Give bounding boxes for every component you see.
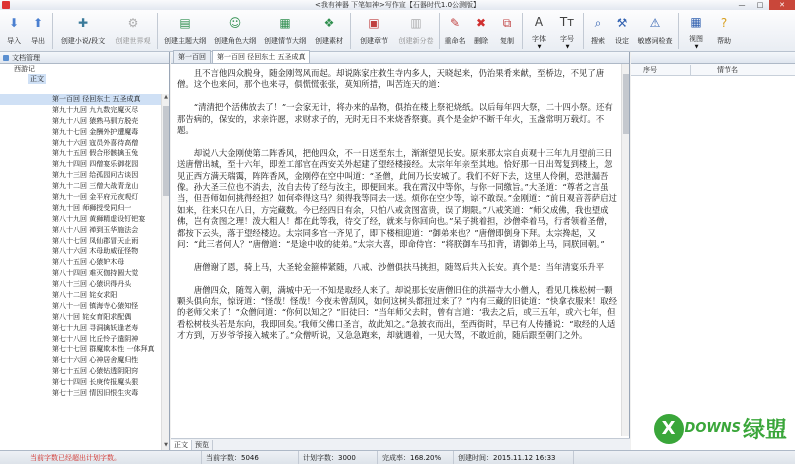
delete-button[interactable]	[468, 10, 494, 50]
delete-icon: ✖	[475, 16, 487, 30]
tree-root-book[interactable]	[0, 64, 169, 74]
chapter-item[interactable]: 第八十七回 凤仙郡冒天止雨	[52, 236, 139, 245]
new-chapter-button[interactable]	[353, 10, 395, 50]
toolbar-button-label: 创建素材	[315, 37, 343, 45]
chapter-item[interactable]: 第八十五回 心猿妒木母	[52, 258, 125, 267]
status-warning: 当前字数已经超出计划字数。	[0, 451, 202, 464]
toolbar-button-label: 搜索	[591, 37, 605, 45]
view-icon: ▦	[690, 15, 702, 29]
panel-header	[0, 52, 169, 64]
new-chapter-icon: ▣	[368, 16, 380, 30]
chapter-item[interactable]: 第七十五回 心猿钻透阴阳窍	[52, 367, 139, 376]
chapter-item[interactable]: 第九十二回 三僧大战青龙山	[52, 182, 139, 191]
search-icon: ⌕	[594, 15, 602, 30]
font-size-button[interactable]	[553, 10, 581, 50]
copy-button[interactable]	[494, 10, 520, 50]
chapter-item[interactable]: 第七十八回 比丘怜子遣阴神	[52, 334, 139, 343]
watermark-cn: 绿盟	[742, 418, 787, 443]
chapter-item[interactable]: 第八十三回 心猿识得丹头	[52, 280, 132, 289]
toolbar-button-label: 敏感词检查	[637, 37, 673, 45]
watermark-text: DOWNS	[684, 421, 741, 436]
minimize-button[interactable]: —	[738, 1, 746, 9]
settings-button[interactable]	[610, 10, 634, 50]
watermark-logo	[654, 413, 787, 444]
rename-icon: ✎	[449, 16, 461, 30]
material-button[interactable]	[310, 10, 348, 50]
tree-volume-label: 正文	[30, 75, 44, 83]
close-button[interactable]: ✕	[769, 0, 795, 10]
plot-outline-icon: ▦	[279, 16, 291, 30]
chevron-down-icon: ▼	[565, 44, 570, 50]
toolbar-button-label: 字号	[560, 35, 574, 43]
font-button[interactable]	[525, 10, 553, 50]
editor-paragraph: “清清把个活佛放去了！”一会家无计，将办来的品物，俱抬在楼上祭祀烧纸。以后每年四大祭，二十四小祭。还有那告病的，保安的，求亲许愿，求财求子的，无时无日不来烧香祭赛。真个是金炉不断千年火，玉盏常明万载灯。不题。	[177, 102, 613, 136]
editor-scrollbar[interactable]	[621, 64, 629, 436]
toolbar-button-label: 帮助	[717, 37, 731, 45]
chapter-item[interactable]: 第八十一回 镇海寺心猿知怪	[52, 301, 139, 310]
toolbar-button-label: 创建情节大纲	[264, 37, 306, 45]
scroll-thumb[interactable]	[623, 74, 629, 134]
new-volume-icon: ▥	[410, 16, 422, 30]
world-button[interactable]	[111, 10, 155, 50]
editor-tab-1[interactable]: 第一百回	[173, 50, 211, 63]
toolbar-separator	[350, 13, 351, 49]
new-novel-button[interactable]	[55, 10, 111, 50]
status-created: 创建时间：2015.11.12 16:33	[454, 451, 574, 464]
toolbar-button-label: 创建章节	[360, 37, 388, 45]
import-icon: ⬇	[8, 16, 20, 30]
tab-preview[interactable]: 预览	[192, 440, 213, 450]
chapter-item[interactable]: 第九十三回 给孤园问古谈因	[52, 171, 139, 180]
toolbar-separator	[678, 13, 679, 49]
toolbar-button-label: 视图	[689, 35, 703, 43]
toolbar-separator	[52, 13, 53, 49]
toolbar-button-label: 创建世界观	[115, 37, 151, 45]
chapter-item[interactable]: 第九十六回 寇员外喜待高僧	[52, 138, 139, 147]
scroll-down-icon[interactable]: ▼	[164, 442, 168, 448]
status-bar	[0, 450, 795, 464]
chapter-item[interactable]: 第七十九回 寻洞擒妖逢老寿	[52, 323, 139, 332]
import-button[interactable]	[2, 10, 26, 50]
maximize-button[interactable]: □	[756, 1, 764, 9]
document-manager-panel	[0, 52, 170, 450]
character-outline-button[interactable]	[210, 10, 260, 50]
chapter-item[interactable]: 第八十九回 黄狮精虚设钉钯宴	[52, 214, 146, 223]
status-planned-words: 计划字数：3000	[299, 451, 378, 464]
window-controls	[733, 0, 795, 10]
chapter-item[interactable]: 第八十回 姹女育阳求配偶	[52, 312, 132, 321]
chapter-item[interactable]: 第七十六回 心神居舍魔归性	[52, 356, 139, 365]
chapter-item[interactable]: 第九十一回 金平府元夜观灯	[52, 193, 139, 202]
toolbar-button-label: 复制	[500, 37, 514, 45]
toolbar-button-label: 创建角色大纲	[214, 37, 256, 45]
plot-panel	[631, 52, 795, 450]
toolbar-separator	[157, 13, 158, 49]
editor-mode-tabs	[171, 438, 630, 450]
chapter-item[interactable]: 第八十八回 禅到玉华施法会	[52, 225, 139, 234]
sensitive-check-button[interactable]	[634, 10, 676, 50]
status-completion: 完成率：168.20%	[378, 451, 454, 464]
new-novel-icon: ✚	[77, 16, 89, 30]
tree-scrollbar[interactable]	[161, 94, 169, 450]
toolbar-button-label: 字体	[532, 35, 546, 43]
view-button[interactable]	[681, 10, 711, 50]
new-volume-button[interactable]	[395, 10, 437, 50]
settings-icon: ⚒	[616, 16, 628, 30]
chapter-item[interactable]: 第九十回 师狮授受同归一	[52, 203, 132, 212]
help-icon: ?	[720, 16, 728, 30]
theme-outline-icon: ▤	[179, 16, 191, 30]
rename-button[interactable]	[442, 10, 468, 50]
col-index[interactable]: 序号	[631, 65, 691, 75]
chapter-item[interactable]: 第七十七回 群魔欺本性 一体拜真	[52, 345, 155, 354]
status-current-words: 当前字数：5046	[202, 451, 299, 464]
toolbar-button-label: 创建小说/段文	[60, 37, 106, 45]
tree-root-label: 西游记	[14, 65, 35, 73]
scroll-up-icon[interactable]: ▲	[164, 94, 168, 100]
chapter-item[interactable]: 第九十五回 假合形骸擒玉兔	[52, 149, 139, 158]
export-icon: ⬆	[32, 16, 44, 30]
toolbar-button-label: 重命名	[444, 37, 466, 45]
chapter-item[interactable]: 第一百回 径回东土 五圣成真	[0, 94, 162, 105]
font-size-icon: Tт	[559, 15, 575, 29]
chevron-down-icon: ▼	[537, 44, 542, 50]
toolbar-separator	[583, 13, 584, 49]
editor-paragraph: 却说八大金刚使第二阵香风，把他四众，不一日送至东土，渐渐望见长安。原来那太宗自贞观十三年九月望前三日送唐僧出城，至十六年，即差工部官在西安关外起建了望经楼接经。太宗年年亲至其地。恰好那一日出驾复到楼上，忽见正西方满天瑞霭，阵阵香风，金刚停在空中叫道：“圣僧，此间乃长安城了。我们不好下去，这里人伶俐，恐泄漏吾像。孙大圣三位也不消去，汝自去传了经与汝主，即便回来。我在霄汉中等你，与你一同缴旨。”大圣道：“尊者之言虽当，但吾师如何挑得经担？如何牵得这马？须得我等同去一送。烦你在空少等，谅不敢误。”金刚道：“前日观音菩萨启过如来，往来只在八日，方完藏数。今已经四日有余，只怕八戒贪图富贵，误了期限。”八戒笑道：“师父成佛，我也望成佛，岂有贪图之理！泼大粗人！都在此等我，待交了经，就来与你回向也。”呆子挑着担，沙僧牵着马，行者领着圣僧，都按下云头，落于望经楼边。太宗同多官一齐见了，即下楼相迎道：“御弟来也？”唐僧即倒身下拜。太宗搀起，又问：“此三者何人？”唐僧道：“是途中收的徒弟。”太宗大喜，即命侍官：“将朕御车马扣背，请御弟上马，同朕回朝。”	[177, 147, 617, 250]
chapter-item[interactable]: 第九十九回 九九数完魔灭尽	[52, 105, 139, 114]
app-icon	[2, 1, 10, 9]
search-button[interactable]	[586, 10, 610, 50]
toolbar-separator	[522, 13, 523, 49]
plot-table-header	[631, 64, 795, 76]
sensitive-check-icon: ⚠	[649, 16, 661, 30]
theme-outline-button[interactable]	[160, 10, 210, 50]
editor-tabs	[171, 52, 629, 64]
tree-volume[interactable]	[0, 74, 169, 84]
toolbar-button-label: 删除	[474, 37, 488, 45]
watermark-x-icon: X	[654, 414, 684, 444]
toolbar-button-label: 设定	[615, 37, 629, 45]
main-toolbar	[0, 10, 795, 52]
editor-text-area[interactable]	[177, 68, 617, 436]
editor-tab-2[interactable]: 第一百回 径回东土 五圣成真	[212, 50, 310, 63]
font-icon: A	[534, 15, 544, 29]
world-icon: ⚙	[127, 16, 139, 30]
copy-icon: ⧉	[502, 15, 512, 30]
toolbar-button-label: 导出	[31, 37, 45, 45]
toolbar-button-label: 创建主题大纲	[164, 37, 206, 45]
export-button[interactable]	[26, 10, 50, 50]
chevron-down-icon: ▼	[694, 44, 699, 50]
editor-paragraph: 唐僧谢了恩，骑上马，大圣轮金箍棒紧随，八戒、沙僧俱扶马挑担，随驾后共入长安。真个是：当年清宴乐升平	[193, 261, 605, 272]
toolbar-separator	[439, 13, 440, 49]
toolbar-button-label: 创建新分卷	[398, 37, 434, 45]
character-outline-icon: ☺	[228, 16, 242, 30]
material-icon: ❖	[323, 16, 335, 30]
chapter-item[interactable]: 第九十四回 四僧宴乐御花园	[52, 160, 139, 169]
editor-panel	[171, 52, 630, 450]
chapter-item[interactable]: 第八十六回 木母助威征怪物	[52, 247, 139, 256]
window-title: <我有神器 下笔如神>写作宣【石器时代1.0公测版】	[314, 1, 481, 9]
tab-body-text[interactable]: 正文	[171, 440, 192, 450]
plot-panel-tabs	[631, 52, 795, 64]
chapter-item[interactable]: 第七十三回 情因旧恨生灾毒	[52, 389, 139, 398]
chapter-item[interactable]: 第八十四回 难灭伽持圆大觉	[52, 269, 139, 278]
toolbar-button-label: 导入	[7, 37, 21, 45]
chapter-item[interactable]: 第七十四回 长庚传报魔头狠	[52, 378, 139, 387]
folder-icon	[3, 55, 9, 61]
help-button[interactable]	[711, 10, 737, 50]
plot-outline-button[interactable]	[260, 10, 310, 50]
panel-title: 文档管理	[12, 53, 40, 62]
title-bar	[0, 0, 795, 10]
editor-paragraph: 且不言他四众脱身，随金刚驾风而起。却说陈家庄救生寺内多人，天晓起来，仍治果肴来献，至桥边，不见了唐僧。这个也来问，那个也来寻，俱慌慌张张，莫知所措，叫苦连天的道：	[177, 68, 605, 90]
chapter-item[interactable]: 第九十八回 猿熟马驯方脱壳	[52, 116, 139, 125]
editor-paragraph: 唐僧四众，随驾入朝，满城中无一不知是取经人来了。却说那长安唐僧旧住的洪福寺大小僧人，看见几株松树一颗颗头俱向东，惊讶道：“怪哉！怪哉！今夜未曾刮风，如何这树头都扭过来了？”内有三藏的旧徒道：“快拿衣服来！取经的老师父来了！”众僧问道：“你何以知之？”旧徒曰：“当年师父去时，曾有言道：‘我去之后，或三五年，或六七年，但看松树枝头若是东向，我即回矣。’我师父佛口圣言，故此知之。”急披衣而出，至西街时，早已有人传播说：“取经的人适才方到，万岁爷爷接入城来了。”众僧听说，又急急跑来，却就遇着，一见大驾，不敢近前，随后跟至朝门之外。	[177, 284, 617, 341]
col-plot-name[interactable]: 情节名	[717, 65, 738, 74]
chapter-item[interactable]: 第八十二回 姹女求阳	[52, 291, 118, 300]
chapter-item[interactable]: 第九十七回 金酬外护遭魔毒	[52, 127, 139, 136]
scroll-thumb[interactable]	[163, 106, 169, 196]
chapter-list	[0, 94, 162, 450]
